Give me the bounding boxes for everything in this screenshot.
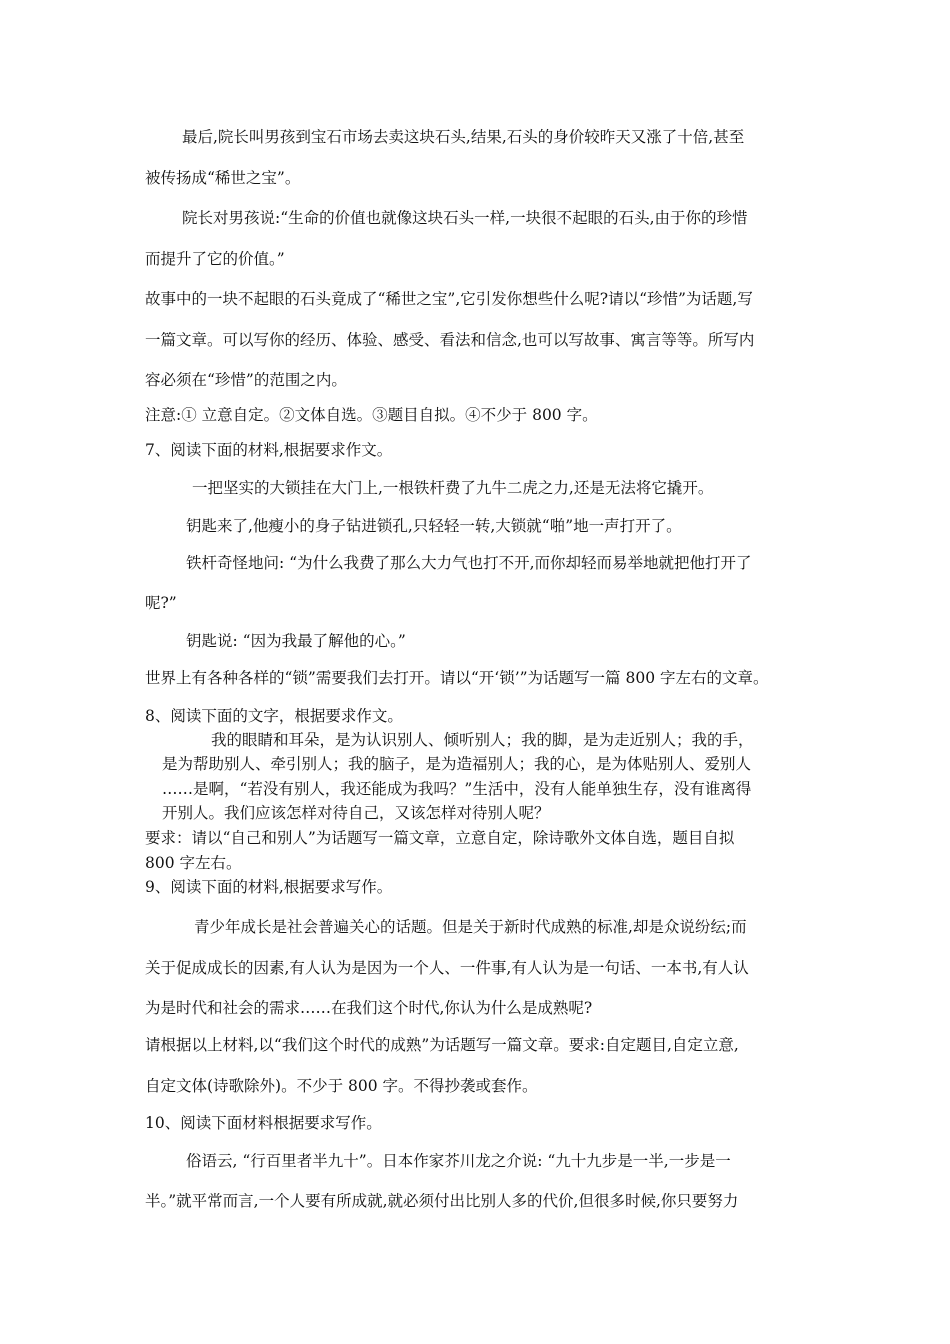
text-line: 钥匙说: “因为我最了解他的心。”	[186, 632, 406, 650]
text-line: 而提升了它的价值。”	[145, 250, 285, 268]
section-heading: 8、阅读下面的文字，根据要求作文。	[145, 707, 403, 725]
text-line: 关于促成成长的因素,有人认为是因为一个人、一件事,有人认为是一句话、一本书,有人认	[145, 959, 749, 977]
text-line: 呢?”	[145, 594, 177, 612]
text-line: 青少年成长是社会普遍关心的话题。但是关于新时代成熟的标准,却是众说纷纭;而	[194, 918, 747, 936]
text-line: 请根据以上材料,以“我们这个时代的成熟”为话题写一篇文章。要求:自定题目,自定立意,	[145, 1036, 739, 1054]
text-line: 容必须在“珍惜”的范围之内。	[145, 371, 347, 389]
text-line: 一篇文章。可以写你的经历、体验、感受、看法和信念,也可以写故事、寓言等等。所写内	[145, 331, 755, 349]
text-line: 半。”就平常而言,一个人要有所成就,就必须付出比别人多的代价,但很多时候,你只要努力	[145, 1192, 739, 1210]
text-line: 钥匙来了,他瘦小的身子钻进锁孔,只轻轻一转,大锁就“啪”地一声打开了。	[186, 517, 682, 535]
text-line: 一把坚实的大锁挂在大门上,一根铁杆费了九牛二虎之力,还是无法将它撬开。	[192, 479, 714, 497]
text-line: ……是啊，“若没有别人，我还能成为我吗？”生活中，没有人能单独生存，没有谁离得	[162, 780, 752, 798]
text-line: 要求：请以“自己和别人”为话题写一篇文章，立意自定，除诗歌外文体自选，题目自拟	[145, 829, 735, 847]
text-line: 铁杆奇怪地问: “为什么我费了那么大力气也打不开,而你却轻而易举地就把他打开了	[186, 554, 752, 572]
text-line: 为是时代和社会的需求……在我们这个时代,你认为什么是成熟呢?	[145, 999, 593, 1017]
section-heading: 7、阅读下面的材料,根据要求作文。	[145, 441, 393, 459]
text-line: 注意:① 立意自定。②文体自选。③题目自拟。④不少于 800 字。	[145, 406, 598, 424]
text-line: 我的眼睛和耳朵，是为认识别人、倾听别人；我的脚，是为走近别人；我的手，	[211, 731, 754, 749]
text-line: 世界上有各种各样的“锁”需要我们去打开。请以“开‘锁’”为话题写一篇 800 字左右的文章。	[145, 669, 769, 687]
text-line: 故事中的一块不起眼的石头竟成了“稀世之宝”,它引发你想些什么呢?请以“珍惜”为话题,写	[145, 290, 753, 308]
text-line: 最后,院长叫男孩到宝石市场去卖这块石头,结果,石头的身价较昨天又涨了十倍,甚至	[182, 128, 745, 146]
text-line: 是为帮助别人、牵引别人；我的脑子，是为造福别人；我的心，是为体贴别人、爱别人	[162, 755, 752, 773]
text-line: 被传扬成“稀世之宝”。	[145, 169, 301, 187]
text-line: 自定文体(诗歌除外)。不少于 800 字。不得抄袭或套作。	[145, 1077, 538, 1095]
text-line: 800 字左右。	[145, 854, 242, 872]
text-line: 俗语云, “行百里者半九十”。日本作家芥川龙之介说: “九十九步是一半,一步是一	[186, 1152, 731, 1170]
text-line: 院长对男孩说:“生命的价值也就像这块石头一样,一块很不起眼的石头,由于你的珍惜	[182, 209, 748, 227]
section-heading: 9、阅读下面的材料,根据要求写作。	[145, 878, 393, 896]
section-heading: 10、阅读下面材料根据要求写作。	[145, 1114, 382, 1132]
text-line: 开别人。我们应该怎样对待自己，又该怎样对待别人呢？	[162, 804, 550, 822]
